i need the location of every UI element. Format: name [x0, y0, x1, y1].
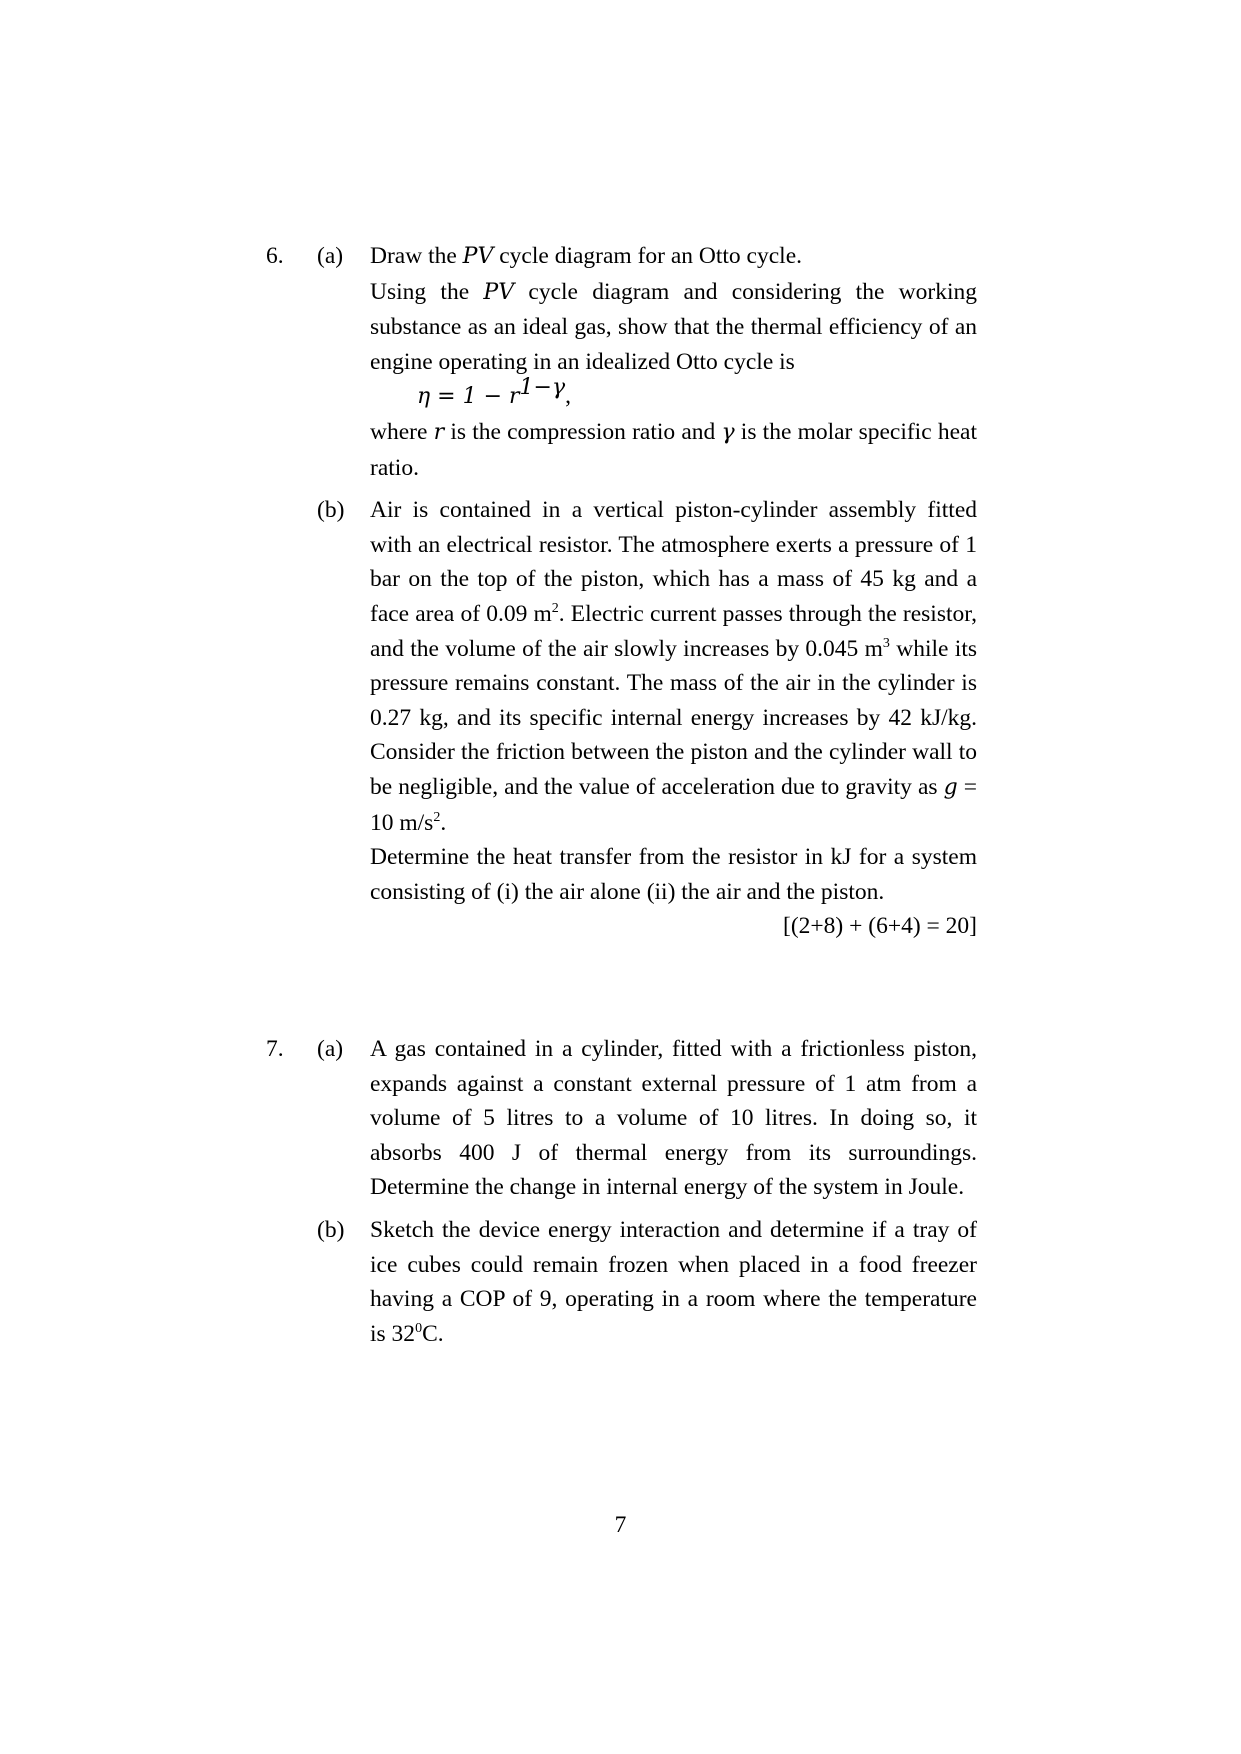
question-7a-label: (a): [317, 1036, 344, 1062]
question-6a-line-3: where r is the compression ratio and γ is the molar specific heat ratio.: [370, 418, 977, 481]
question-6a-body: [370, 239, 977, 485]
question-7a-body: [370, 1032, 977, 1205]
question-7-number: 7.: [266, 1036, 284, 1062]
question-7a: [266, 1032, 977, 1205]
question-7a-text: A gas contained in a cylinder, fitted with a frictionless piston, expands against a constant external pressure of 1 atm from a volume of 5 litres to a volume of 10 litres. In doing so, it absorbs 400 J of thermal energy from its surroundings. Determine the change in internal energy of the system in Joule.: [370, 1036, 977, 1201]
question-7: [266, 1032, 977, 1351]
question-7b: [266, 1213, 977, 1351]
question-6b-body: [370, 493, 977, 944]
question-6b: [266, 493, 977, 944]
question-6-number: 6.: [266, 243, 284, 269]
question-6: [266, 239, 977, 944]
question-7b-label: (b): [317, 1216, 345, 1243]
question-7b-text: Sketch the device energy interaction and determine if a tray of ice cubes could remain frozen when placed in a food freezer having a COP of 9, operating in a room where the temperature is $32^0C$.: [370, 1216, 977, 1347]
question-7b-body: [370, 1213, 977, 1351]
question-6a-line-1: Draw the PV cycle diagram for an Otto cycle.: [370, 243, 802, 269]
question-6a-label: (a): [317, 243, 344, 269]
question-6a-line-2: Using the PV cycle diagram and considering the working substance as an ideal gas, show that the thermal efficiency of an engine operating in an idealized Otto cycle is: [370, 278, 977, 375]
efficiency-equation: $\eta = 1 - r^{1-\gamma}$,: [417, 375, 572, 410]
question-6b-paragraph-2: Determine the heat transfer from the resistor in kJ for a system consisting of (i) the air alone (ii) the air and the piston.: [370, 844, 977, 905]
question-6b-paragraph-1: Air is contained in a vertical piston-cylinder assembly fitted with an electrical resistor. The atmosphere exerts a pressure of 1 bar on the top of the piston, which has a mass of 45 kg and a face area of 0.09 $m^2$. Electric current passes through the resistor, and the volume of the air slowly increases by 0.045 $m^3$ while its pressure remains constant. The mass of the air in the cylinder is 0.27 kg, and its specific internal energy increases by 42 kJ/kg. Consider the friction between the piston and the cylinder wall to be negligible, and the value of acceleration due to gravity as g = 10 $m/s^2$.: [370, 497, 977, 836]
page-number: 7: [614, 1512, 627, 1538]
question-6b-label: (b): [317, 497, 345, 524]
question-6a: [266, 239, 977, 485]
question-6-marks: [(2+8) + (6+4) = 20]: [783, 913, 977, 940]
